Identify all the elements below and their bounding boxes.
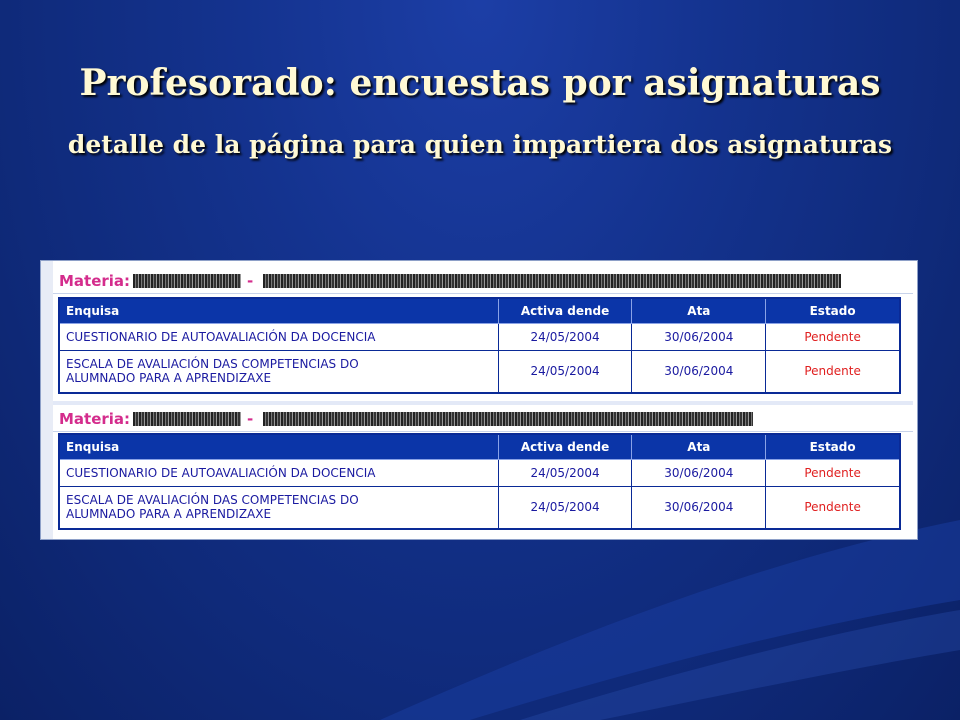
survey-name[interactable]: CUESTIONARIO DE AUTOAVALIACIÓN DA DOCENCIA xyxy=(59,324,498,351)
materia-block-1 xyxy=(53,269,913,386)
status-badge: Pendente xyxy=(766,460,900,487)
table-row[interactable] xyxy=(59,324,900,351)
status-badge: Pendente xyxy=(766,487,900,529)
redacted-subject-name xyxy=(263,274,841,288)
materia-separator: - xyxy=(247,272,254,290)
status-badge: Pendente xyxy=(766,351,900,393)
survey-name[interactable] xyxy=(59,487,498,529)
col-header-enquisa: Enquisa xyxy=(59,434,498,460)
table-row[interactable] xyxy=(59,460,900,487)
start-date: 24/05/2004 xyxy=(498,324,632,351)
col-header-enquisa: Enquisa xyxy=(59,298,498,324)
left-margin-strip xyxy=(41,261,53,539)
slide-subtitle: detalle de la página para quien impartiera dos asignaturas xyxy=(67,130,893,159)
survey-name-line-2: ALUMNADO PARA A APRENDIZAXE xyxy=(66,507,272,522)
materia-label: Materia: xyxy=(59,410,131,428)
block-divider xyxy=(53,401,913,405)
col-header-ata: Ata xyxy=(632,434,766,460)
col-header-activa-dende: Activa dende xyxy=(498,298,632,324)
materia-header xyxy=(53,269,913,294)
start-date: 24/05/2004 xyxy=(498,351,632,393)
col-header-ata: Ata xyxy=(632,298,766,324)
col-header-estado: Estado xyxy=(766,298,900,324)
materia-header xyxy=(53,407,913,432)
redacted-subject-code xyxy=(133,412,241,426)
survey-name-line-1: ESCALA DE AVALIACIÓN DAS COMPETENCIAS DO xyxy=(66,493,359,508)
table-row[interactable] xyxy=(59,487,900,529)
redacted-subject-name xyxy=(263,412,753,426)
start-date: 24/05/2004 xyxy=(498,487,632,529)
table-header-row xyxy=(59,434,900,460)
end-date: 30/06/2004 xyxy=(632,487,766,529)
status-badge: Pendente xyxy=(766,324,900,351)
col-header-activa-dende: Activa dende xyxy=(498,434,632,460)
start-date: 24/05/2004 xyxy=(498,460,632,487)
survey-name-line-1: ESCALA DE AVALIACIÓN DAS COMPETENCIAS DO xyxy=(66,357,359,372)
survey-name-line-2: ALUMNADO PARA A APRENDIZAXE xyxy=(66,371,272,386)
survey-name[interactable] xyxy=(59,351,498,393)
slide-title: Profesorado: encuestas por asignaturas xyxy=(79,62,881,104)
table-row[interactable] xyxy=(59,351,900,393)
survey-name[interactable]: CUESTIONARIO DE AUTOAVALIACIÓN DA DOCENCIA xyxy=(59,460,498,487)
table-header-row xyxy=(59,298,900,324)
redacted-subject-code xyxy=(133,274,241,288)
end-date: 30/06/2004 xyxy=(632,351,766,393)
survey-page-screenshot xyxy=(40,260,918,540)
survey-table xyxy=(58,433,901,530)
survey-table xyxy=(58,297,901,394)
end-date: 30/06/2004 xyxy=(632,460,766,487)
materia-block-2 xyxy=(53,407,913,522)
col-header-estado: Estado xyxy=(766,434,900,460)
materia-label: Materia: xyxy=(59,272,131,290)
end-date: 30/06/2004 xyxy=(632,324,766,351)
materia-separator: - xyxy=(247,410,254,428)
